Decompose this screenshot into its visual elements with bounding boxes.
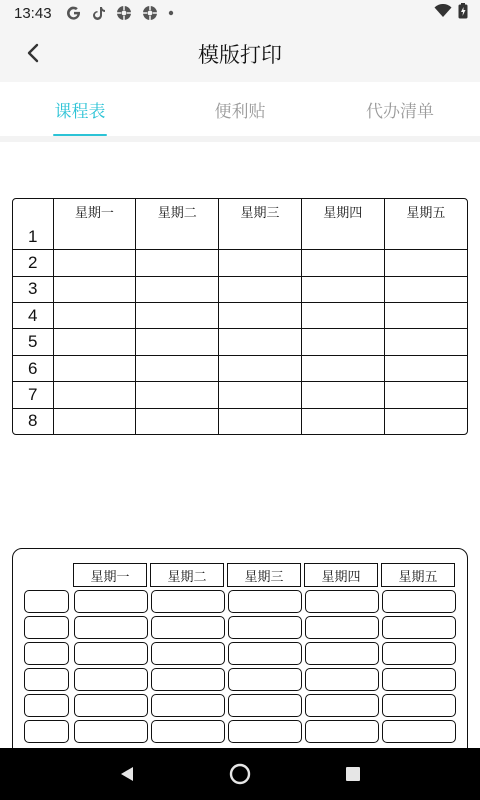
day-header: 星期一 xyxy=(73,563,147,587)
timetable-cell xyxy=(53,224,136,250)
timetable-cell xyxy=(151,616,225,639)
timetable-cell xyxy=(151,668,225,691)
battery-icon xyxy=(458,3,468,23)
corner-cell xyxy=(13,199,53,224)
back-button[interactable] xyxy=(18,38,48,68)
timetable-cell xyxy=(74,668,148,691)
day-header: 星期三 xyxy=(219,199,302,224)
timetable-cell xyxy=(53,408,136,434)
header-row xyxy=(73,563,455,587)
back-triangle-icon xyxy=(118,765,136,783)
timetable-cell xyxy=(301,303,384,329)
timetable-cell xyxy=(136,408,219,434)
timetable-cell xyxy=(305,668,379,691)
timetable-template-1[interactable] xyxy=(12,198,468,435)
dot-icon xyxy=(168,10,174,16)
timetable-cell xyxy=(384,355,467,381)
timetable-cell xyxy=(53,250,136,276)
timetable-cell xyxy=(301,408,384,434)
timetable-cell xyxy=(382,720,456,743)
period-row xyxy=(13,329,467,355)
timetable-cell xyxy=(151,720,225,743)
recents-square-icon xyxy=(344,765,362,783)
timetable-cell xyxy=(219,276,302,302)
timetable-cell xyxy=(151,590,225,613)
timetable-cell xyxy=(136,303,219,329)
app-icon xyxy=(142,5,158,21)
period-number: 4 xyxy=(13,303,53,329)
timetable-cell xyxy=(219,224,302,250)
day-header: 星期二 xyxy=(150,563,224,587)
period-number: 3 xyxy=(13,276,53,302)
timetable-cell xyxy=(384,303,467,329)
period-row xyxy=(13,224,467,250)
timetable-cell xyxy=(382,694,456,717)
period-row xyxy=(24,720,456,743)
period-label-cell xyxy=(24,642,69,665)
tab-schedule[interactable] xyxy=(0,82,160,136)
timetable-cell xyxy=(136,276,219,302)
period-label-cell xyxy=(24,694,69,717)
tab-sticky-note[interactable] xyxy=(160,82,320,136)
timetable-rows xyxy=(24,590,456,746)
period-label-cell xyxy=(24,720,69,743)
day-header: 星期二 xyxy=(136,199,219,224)
timetable-cell xyxy=(228,642,302,665)
period-row xyxy=(13,250,467,276)
timetable-cell xyxy=(219,408,302,434)
timetable-cell xyxy=(301,329,384,355)
period-number: 6 xyxy=(13,355,53,381)
timetable-cell xyxy=(301,382,384,408)
period-row xyxy=(24,616,456,639)
period-label-cell xyxy=(24,668,69,691)
timetable-cell xyxy=(228,590,302,613)
timetable-cell xyxy=(228,616,302,639)
status-bar xyxy=(0,0,480,26)
timetable-cell xyxy=(301,355,384,381)
period-label-cell xyxy=(24,590,69,613)
period-number: 5 xyxy=(13,329,53,355)
timetable-cell xyxy=(384,250,467,276)
timetable-cell xyxy=(136,355,219,381)
timetable-cell xyxy=(74,642,148,665)
timetable-cell xyxy=(219,250,302,276)
timetable-cell xyxy=(74,590,148,613)
timetable-cell xyxy=(74,720,148,743)
tiktok-icon xyxy=(92,6,106,20)
timetable-cell xyxy=(74,694,148,717)
day-header: 星期四 xyxy=(304,563,378,587)
nav-home-button[interactable] xyxy=(220,754,260,794)
timetable-cell xyxy=(53,355,136,381)
period-row xyxy=(13,408,467,434)
chevron-left-icon xyxy=(25,43,41,63)
period-number: 8 xyxy=(13,408,53,434)
period-number: 2 xyxy=(13,250,53,276)
period-number: 1 xyxy=(13,224,53,250)
timetable-cell xyxy=(384,224,467,250)
timetable-cell xyxy=(305,694,379,717)
timetable-cell xyxy=(219,355,302,381)
nav-back-button[interactable] xyxy=(107,754,147,794)
timetable-cell xyxy=(382,642,456,665)
timetable-grid xyxy=(13,199,467,434)
period-row xyxy=(24,668,456,691)
timetable-cell xyxy=(305,590,379,613)
day-header: 星期一 xyxy=(53,199,136,224)
period-row xyxy=(24,694,456,717)
timetable-cell xyxy=(219,303,302,329)
timetable-cell xyxy=(382,616,456,639)
timetable-cell xyxy=(384,276,467,302)
timetable-cell xyxy=(384,329,467,355)
tab-divider xyxy=(0,136,480,142)
tab-label: 代办清单 xyxy=(366,101,434,122)
timetable-cell xyxy=(219,382,302,408)
timetable-cell xyxy=(136,329,219,355)
period-number: 7 xyxy=(13,382,53,408)
tab-label: 课程表 xyxy=(54,101,106,122)
header-row xyxy=(13,199,467,224)
timetable-cell xyxy=(301,250,384,276)
timetable-cell xyxy=(53,303,136,329)
status-time: 13:43 xyxy=(14,4,52,22)
page-title: 模版打印 xyxy=(198,43,282,67)
tab-bar xyxy=(0,82,480,136)
timetable-cell xyxy=(53,276,136,302)
timetable-cell xyxy=(305,642,379,665)
timetable-cell xyxy=(384,382,467,408)
period-row xyxy=(13,382,467,408)
tab-label: 便利贴 xyxy=(214,101,266,122)
wifi-icon xyxy=(434,4,452,22)
timetable-cell xyxy=(53,329,136,355)
day-header: 星期四 xyxy=(301,199,384,224)
timetable-cell xyxy=(228,694,302,717)
timetable-cell xyxy=(136,224,219,250)
timetable-cell xyxy=(151,694,225,717)
period-row xyxy=(13,276,467,302)
tab-todo-list[interactable] xyxy=(320,82,480,136)
timetable-cell xyxy=(74,616,148,639)
system-nav-bar xyxy=(0,748,480,800)
period-label-cell xyxy=(24,616,69,639)
timetable-cell xyxy=(305,616,379,639)
period-row xyxy=(24,642,456,665)
day-header: 星期三 xyxy=(227,563,301,587)
timetable-cell xyxy=(301,224,384,250)
app-icon xyxy=(116,5,132,21)
nav-recents-button[interactable] xyxy=(333,754,373,794)
timetable-cell xyxy=(219,329,302,355)
timetable-cell xyxy=(53,382,136,408)
timetable-cell xyxy=(136,382,219,408)
period-row xyxy=(13,355,467,381)
timetable-cell xyxy=(382,668,456,691)
day-header: 星期五 xyxy=(381,563,455,587)
timetable-cell xyxy=(382,590,456,613)
period-row xyxy=(24,590,456,613)
timetable-cell xyxy=(384,408,467,434)
timetable-cell xyxy=(305,720,379,743)
google-icon xyxy=(66,5,82,21)
timetable-cell xyxy=(151,642,225,665)
timetable-cell xyxy=(136,250,219,276)
day-header: 星期五 xyxy=(384,199,467,224)
timetable-cell xyxy=(301,276,384,302)
period-row xyxy=(13,303,467,329)
timetable-cell xyxy=(228,668,302,691)
app-bar xyxy=(0,26,480,82)
timetable-cell xyxy=(228,720,302,743)
home-circle-icon xyxy=(229,763,251,785)
